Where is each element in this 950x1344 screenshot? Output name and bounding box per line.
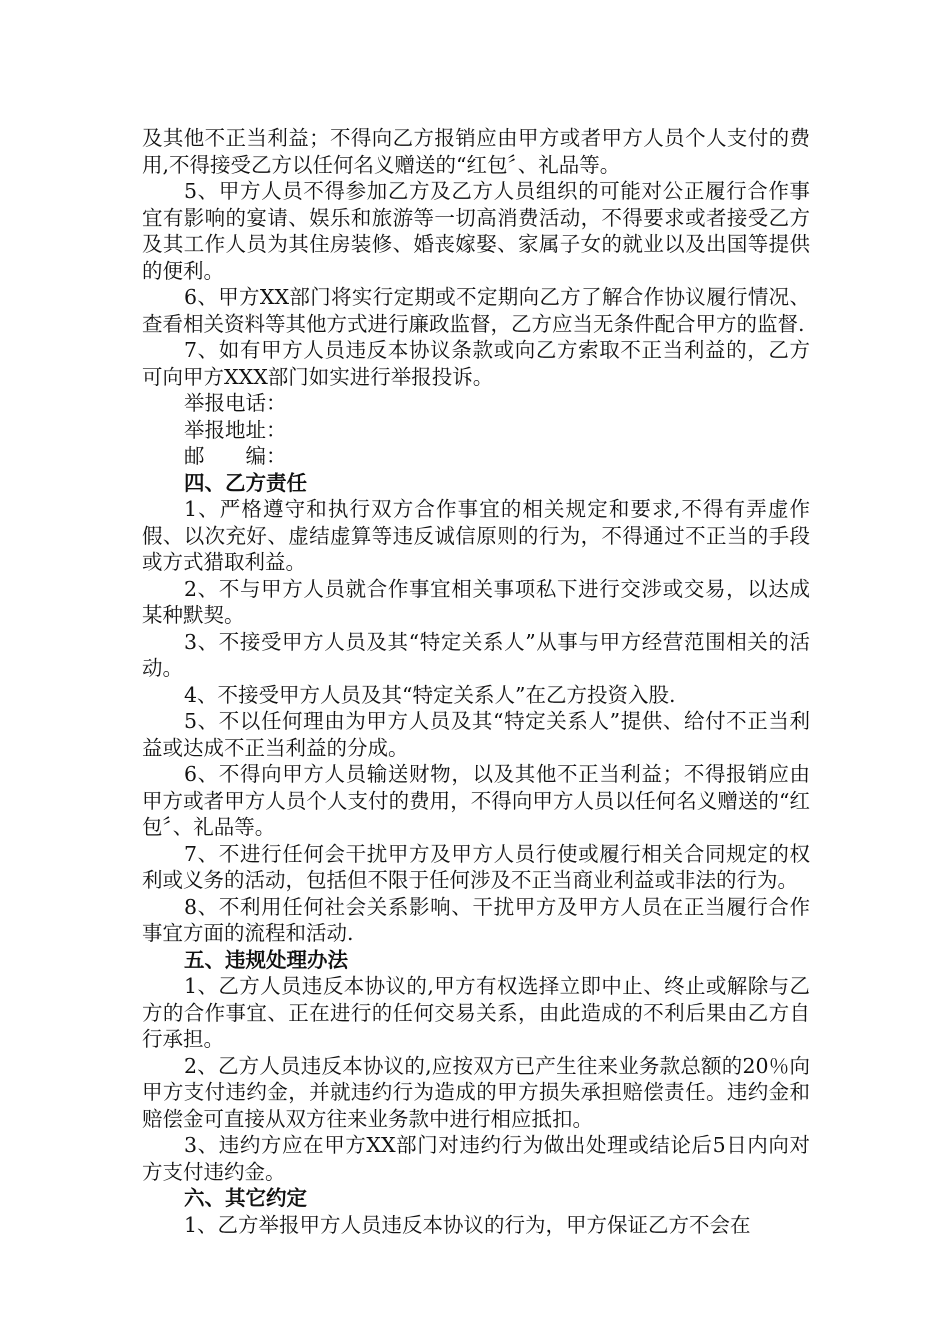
report-phone-line: 举报电话： — [184, 391, 287, 415]
paragraph-party-b-item-8: 8、不利用任何社会关系影响、干扰甲方及甲方人员在正当履行合作事宜方面的流程和活动. — [142, 894, 810, 945]
report-address-line: 举报地址： — [184, 417, 287, 442]
paragraph-party-b-item-3: 3、不接受甲方人员及其“特定关系人”从事与甲方经营范围相关的活动。 — [142, 629, 810, 680]
paragraph-party-a-item-7: 7、如有甲方人员违反本协议条款或向乙方索取不正当利益的，乙方可向甲方XXX部门如实进行举报投诉。 — [142, 338, 810, 389]
section-heading-party-b-duties: 四、乙方责任 — [184, 470, 307, 495]
paragraph-party-a-item-5: 5、甲方人员不得参加乙方及乙方人员组织的可能对公正履行合作事宜有影响的宴请、娱乐和旅游等一切高消费活动，不得要求或者接受乙方及其工作人员为其住房装修、婚丧嫁娶、家属子女的就业以及出国等提供的便利。 — [142, 179, 810, 283]
paragraph-party-b-item-7: 7、不进行任何会干扰甲方及甲方人员行使或履行相关合同规定的权利或义务的活动，包括但不限于任何涉及不正当商业利益或非法的行为。 — [142, 841, 810, 892]
paragraph-violation-item-1: 1、乙方人员违反本协议的,甲方有权选择立即中止、终止或解除与乙方的合作事宜、正在进行的任何交易关系，由此造成的不利后果由乙方自行承担。 — [142, 974, 810, 1051]
paragraph-violation-item-2: 2、乙方人员违反本协议的,应按双方已产生往来业务款总额的20％向甲方支付违约金，并就违约行为造成的甲方损失承担赔偿责任。违约金和赔偿金可直接从双方往来业务款中进行相应抵扣。 — [142, 1053, 810, 1131]
paragraph-violation-item-3: 3、违约方应在甲方XX部门对违约行为做出处理或结论后5日内向对方支付违约金。 — [142, 1133, 810, 1184]
section-heading-other-terms: 六、其它约定 — [184, 1186, 307, 1210]
paragraph-party-b-item-2: 2、不与甲方人员就合作事宜相关事项私下进行交涉或交易，以达成某种默契。 — [142, 576, 810, 627]
paragraph-party-b-item-1: 1、严格遵守和执行双方合作事宜的相关规定和要求,不得有弄虚作假、以次充好、虚结虚算等违反诚信原则的行为，不得通过不正当的手段或方式猎取利益。 — [142, 497, 810, 574]
paragraph-continuation: 及其他不正当利益；不得向乙方报销应由甲方或者甲方人员个人支付的费用,不得接受乙方以任何名义赠送的“红包〞、礼品等。 — [142, 126, 810, 177]
postcode-line: 邮 编： — [184, 444, 287, 468]
paragraph-party-b-item-4: 4、不接受甲方人员及其“特定关系人”在乙方投资入股. — [184, 682, 676, 707]
section-heading-violations: 五、违规处理办法 — [184, 947, 348, 972]
paragraph-party-a-item-6: 6、甲方XX部门将实行定期或不定期向乙方了解合作协议履行情况、查看相关资料等其他方式进行廉政监督，乙方应当无条件配合甲方的监督. — [142, 285, 810, 336]
paragraph-other-item-1: 1、乙方举报甲方人员违反本协议的行为，甲方保证乙方不会在 — [184, 1212, 751, 1237]
paragraph-party-b-item-5: 5、不以任何理由为甲方人员及其“特定关系人”提供、给付不正当利益或达成不正当利益的分成。 — [142, 709, 810, 760]
document-body — [142, 125, 810, 1238]
paragraph-party-b-item-6: 6、不得向甲方人员输送财物，以及其他不正当利益；不得报销应由甲方或者甲方人员个人支付的费用，不得向甲方人员以任何名义赠送的“红包〞、礼品等。 — [142, 762, 810, 839]
